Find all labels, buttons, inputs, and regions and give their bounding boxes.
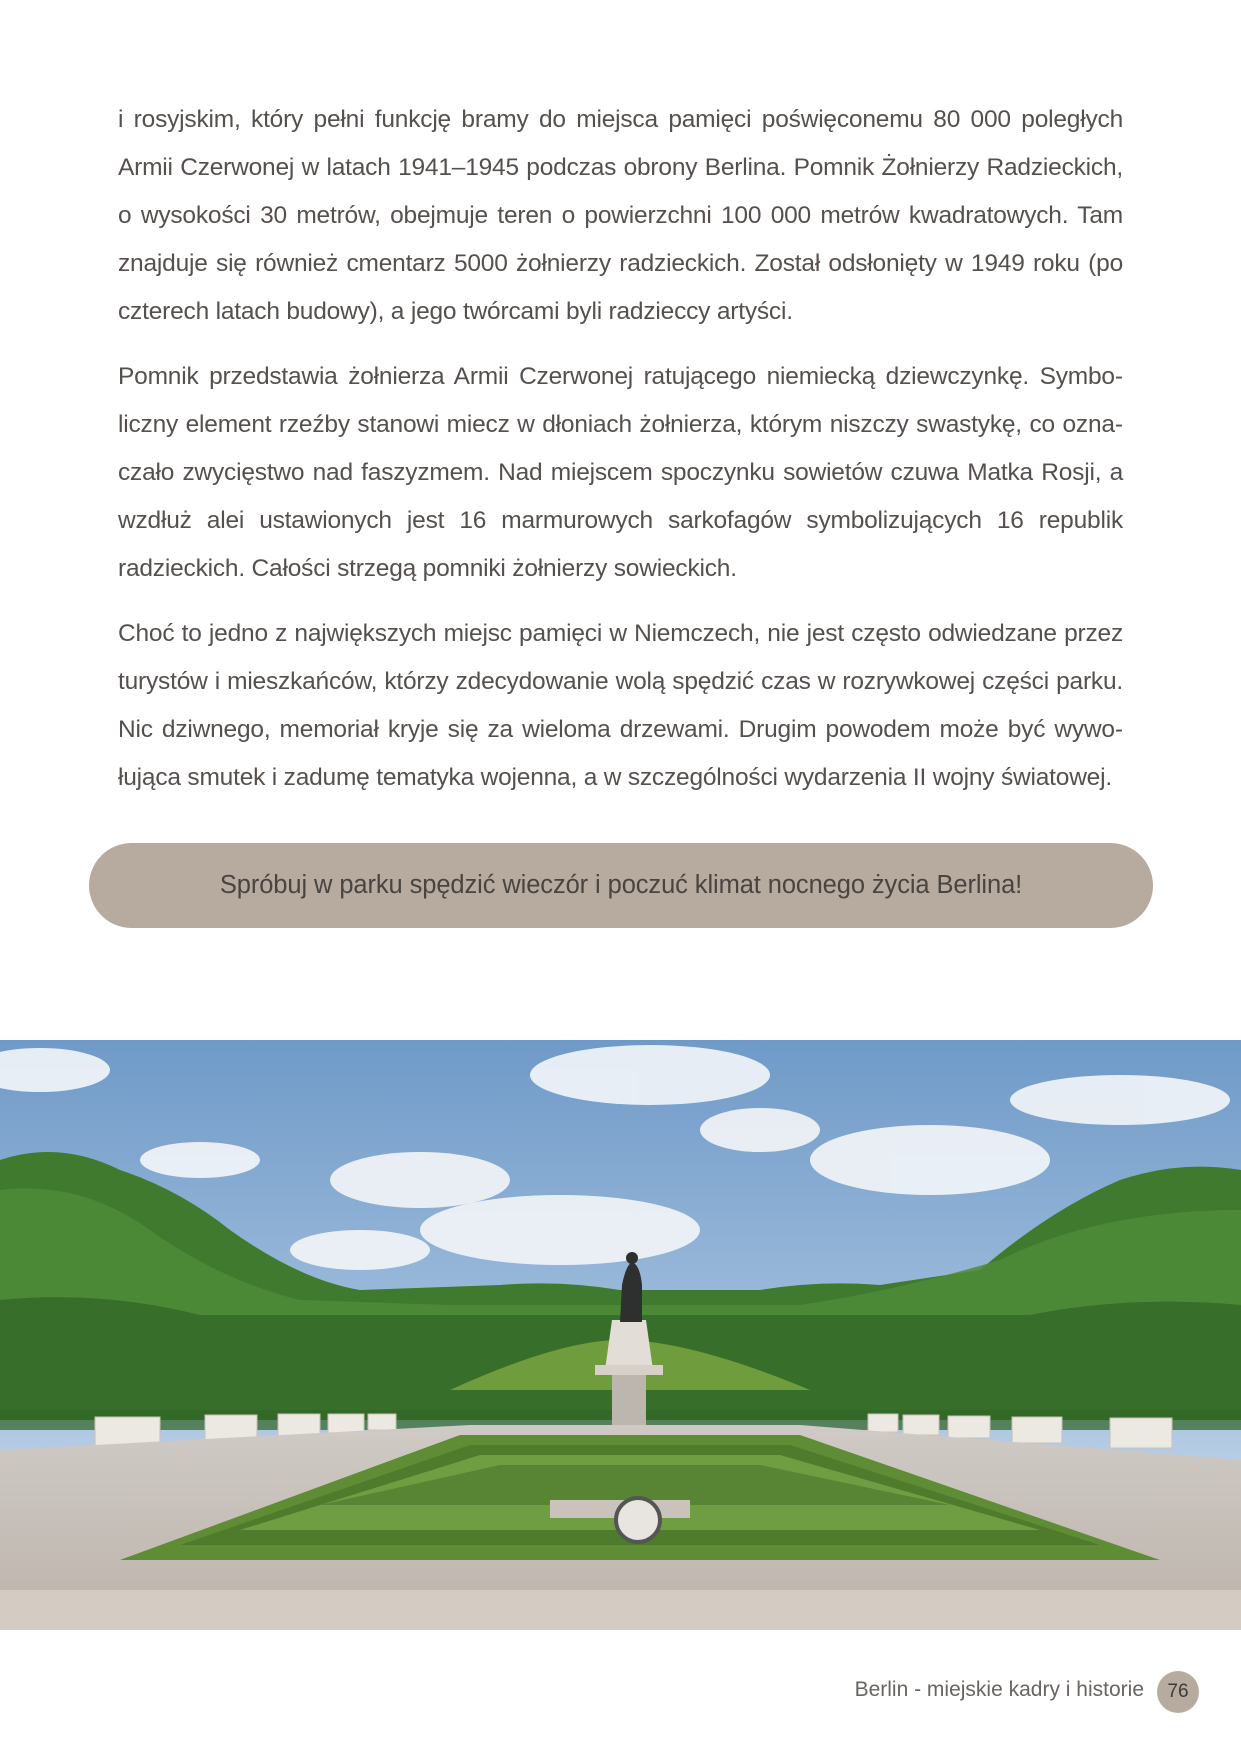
callout-text: Spróbuj w parku spędzić wieczór i poczuć klimat nocnego życia Berlina! [219, 871, 1023, 899]
page-footer [641, 1670, 1241, 1714]
page-number: 76 [1157, 1671, 1199, 1713]
memorial-photo [0, 1040, 1241, 1630]
paragraph-2: Pomnik przedstawia żołnierza Armii Czerwonej ratującego niemiecką dziewczynkę. Symboliczny element rzeźby stanowi miecz w dłoniach żołnierza, którym niszczy swastykę, co oznaczało zwycięstwo nad faszyzmem. Nad miejscem spoczynku sowietów czuwa Matka Rosji, a wzdłuż alei ustawionych jest 16 marmurowych sarkofagów symbolizujących 16 republik radzieckich. Całości strzegą pomniki żołnierzy sowieckich. [118, 363, 1123, 582]
paragraph-1: i rosyjskim, który pełni funkcję bramy do miejsca pamięci poświęconemu 80 000 poległych Armii Czerwonej w latach 1941–1945 podczas obrony Berlina. Pomnik Żołnierzy Radzieckich, o wysokości 30 metrów, obejmuje teren o powierzchni 100 000 metrów kwadratowych. Tam znajduje się również cmentarz 5000 żołnierzy radzieckich. Został odsłonięty w 1949 roku (po czterech latach budowy), a jego twórcami byli radzieccy artyści. [118, 106, 1123, 325]
paragraph-3: Choć to jedno z największych miejsc pamięci w Niemczech, nie jest często odwiedzane przez turystów i mieszkańców, którzy zdecydowanie wolą spędzić czas w rozrywkowej części parku. Nic dziwnego, memoriał kryje się za wieloma drzewami. Drugim powodem może być wywołująca smutek i zadumę tematyka wojenna, a w szczególności wydarzenia II wojny światowej. [118, 620, 1123, 791]
body-text [118, 96, 1123, 819]
footer-title: Berlin - miejskie kadry i historie [854, 1678, 1144, 1701]
callout-box [89, 843, 1153, 928]
